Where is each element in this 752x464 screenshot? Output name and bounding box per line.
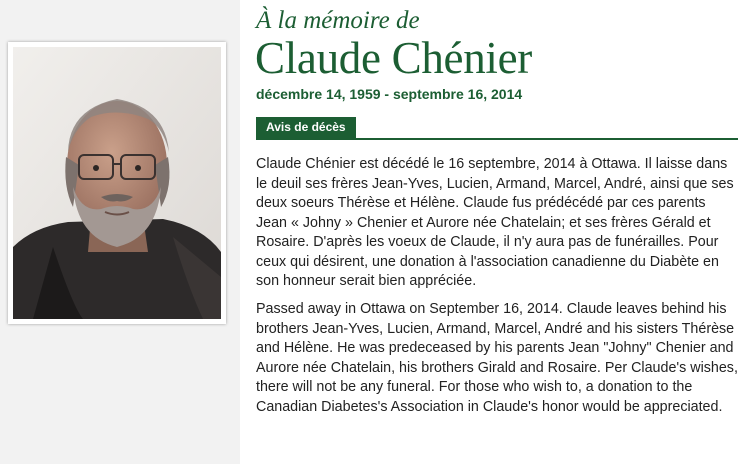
tab-obituary[interactable]: Avis de décès xyxy=(256,117,356,138)
life-dates: décembre 14, 1959 - septembre 16, 2014 xyxy=(256,86,523,102)
left-column xyxy=(0,0,240,464)
portrait-illustration xyxy=(13,47,221,319)
portrait-frame xyxy=(8,42,226,324)
obituary-text-french: Claude Chénier est décédé le 16 septembre, 2014 à Ottawa. Il laisse dans le deuil ses frères Jean-Yves, Lucien, Armand, Marcel, André, ainsi que ses deux soeurs Thérèse et Hélène. Claude fus prédécédé par ces parents Jean « Johny » Chenier et Aurore née Chatelain; et ses frères Gérald et Rosaire. D'après les voeux de Claude, il n'y aura pas de funérailles. Pour ceux qui désirent, une donation à l'association canadienne du Diabète en son honneur serait bien appréciée. xyxy=(256,156,734,289)
memorial-subtitle: À la mémoire de xyxy=(256,7,420,34)
obituary-text-english: Passed away in Ottawa on September 16, 2014. Claude leaves behind his brothers Jean-Yves, Lucien, Armand, Marcel, André and his sisters Thérèse and Hélène. He was predeceased by his parents Jean "Johny" Chenier and Aurore née Chatelain, his brothers Girald and Rosaire. Per Claude's wishes, there will not be any funeral. For those who wish to, a donation to the Canadian Diabetes's Association in Claude's honor would be appreciated. xyxy=(256,301,738,415)
tab-bar xyxy=(256,117,738,140)
portrait-photo xyxy=(13,47,221,319)
deceased-name: Claude Chénier xyxy=(255,33,532,83)
